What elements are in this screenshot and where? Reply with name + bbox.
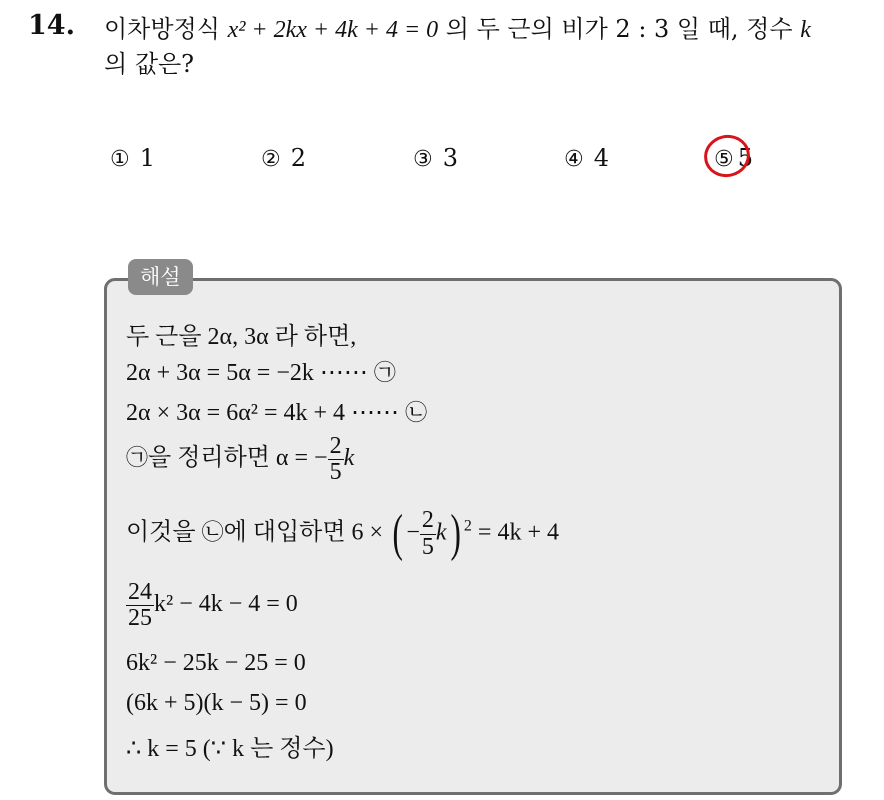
fraction-two-fifths: $\frac{2}{5}$ (421, 507, 434, 560)
choice-2[interactable] (261, 142, 306, 174)
solution-line-5: 이것을 ㉡에 대입하면 6 × ( − $\frac{2}{5}$ k) $^2$ = 4k + 4 (126, 505, 559, 562)
left-paren: ( (392, 505, 403, 562)
solution-line-4: ㉠을 정리하면 α = − $\frac{2}{5}$ k (126, 433, 355, 486)
choice-2-value: 2 (290, 144, 307, 172)
choice-1-mark: ① (110, 147, 130, 172)
exponent: 2 (463, 517, 472, 535)
choice-5-value: 5 (737, 144, 754, 172)
question-text (104, 12, 864, 81)
choice-3[interactable] (413, 142, 458, 174)
choice-3-value: 3 (442, 144, 459, 172)
question-tail: 의 두 근의 비가 2 : 3 일 때, 정수 (445, 15, 793, 43)
choice-2-mark: ② (261, 147, 281, 172)
choice-4-value: 4 (593, 144, 610, 172)
question-equation: x² + 2kx + 4k + 4 = 0 (227, 17, 439, 43)
solution-line-2-text: 2α + 3α = 5α = −2k ⋯⋯ (126, 360, 368, 386)
solution-line-9: ∴ k = 5 (∵ k 는 정수) (126, 736, 334, 762)
choice-5-mark: ⑤ (714, 147, 734, 172)
question-number: 14. (28, 10, 75, 41)
choice-4[interactable] (564, 142, 609, 174)
solution-line-1 (126, 316, 356, 351)
solution-line-3 (126, 396, 427, 427)
circled-giyeok-icon: ㉠ (373, 361, 396, 386)
solution-line-4-text: 을 정리하면 α = − (148, 445, 328, 472)
circled-nieun-icon: ㉡ (405, 401, 428, 426)
solution-line-8: (6k + 5)(k − 5) = 0 (126, 690, 307, 716)
question-var: k (800, 17, 811, 43)
question-line2: 의 값은? (104, 50, 195, 78)
right-paren: ) (450, 505, 461, 562)
solution-line-3-text: 2α × 3α = 6α² = 4k + 4 ⋯⋯ (126, 400, 400, 426)
choice-3-mark: ③ (413, 147, 433, 172)
solution-line-1-text: 두 근을 2α, 3α 라 하면, (126, 324, 357, 350)
solution-line-2 (126, 356, 396, 387)
circled-giyeok-icon: ㉠ (126, 446, 149, 472)
choice-1-value: 1 (139, 144, 156, 172)
choice-1[interactable] (110, 142, 155, 174)
fraction-24-25: $\frac{24}{25}$ (128, 579, 152, 632)
question-lead: 이차방정식 (104, 15, 220, 43)
circled-nieun-icon: ㉡ (201, 520, 224, 546)
solution-line-7: 6k² − 25k − 25 = 0 (126, 650, 306, 676)
fraction-two-fifths: $\frac{2}{5}$ (329, 433, 342, 486)
choice-4-mark: ④ (564, 147, 584, 172)
solution-line-6: $\frac{24}{25}$ k² − 4k − 4 = 0 (128, 579, 298, 632)
solution-label: 해설 (128, 259, 193, 295)
